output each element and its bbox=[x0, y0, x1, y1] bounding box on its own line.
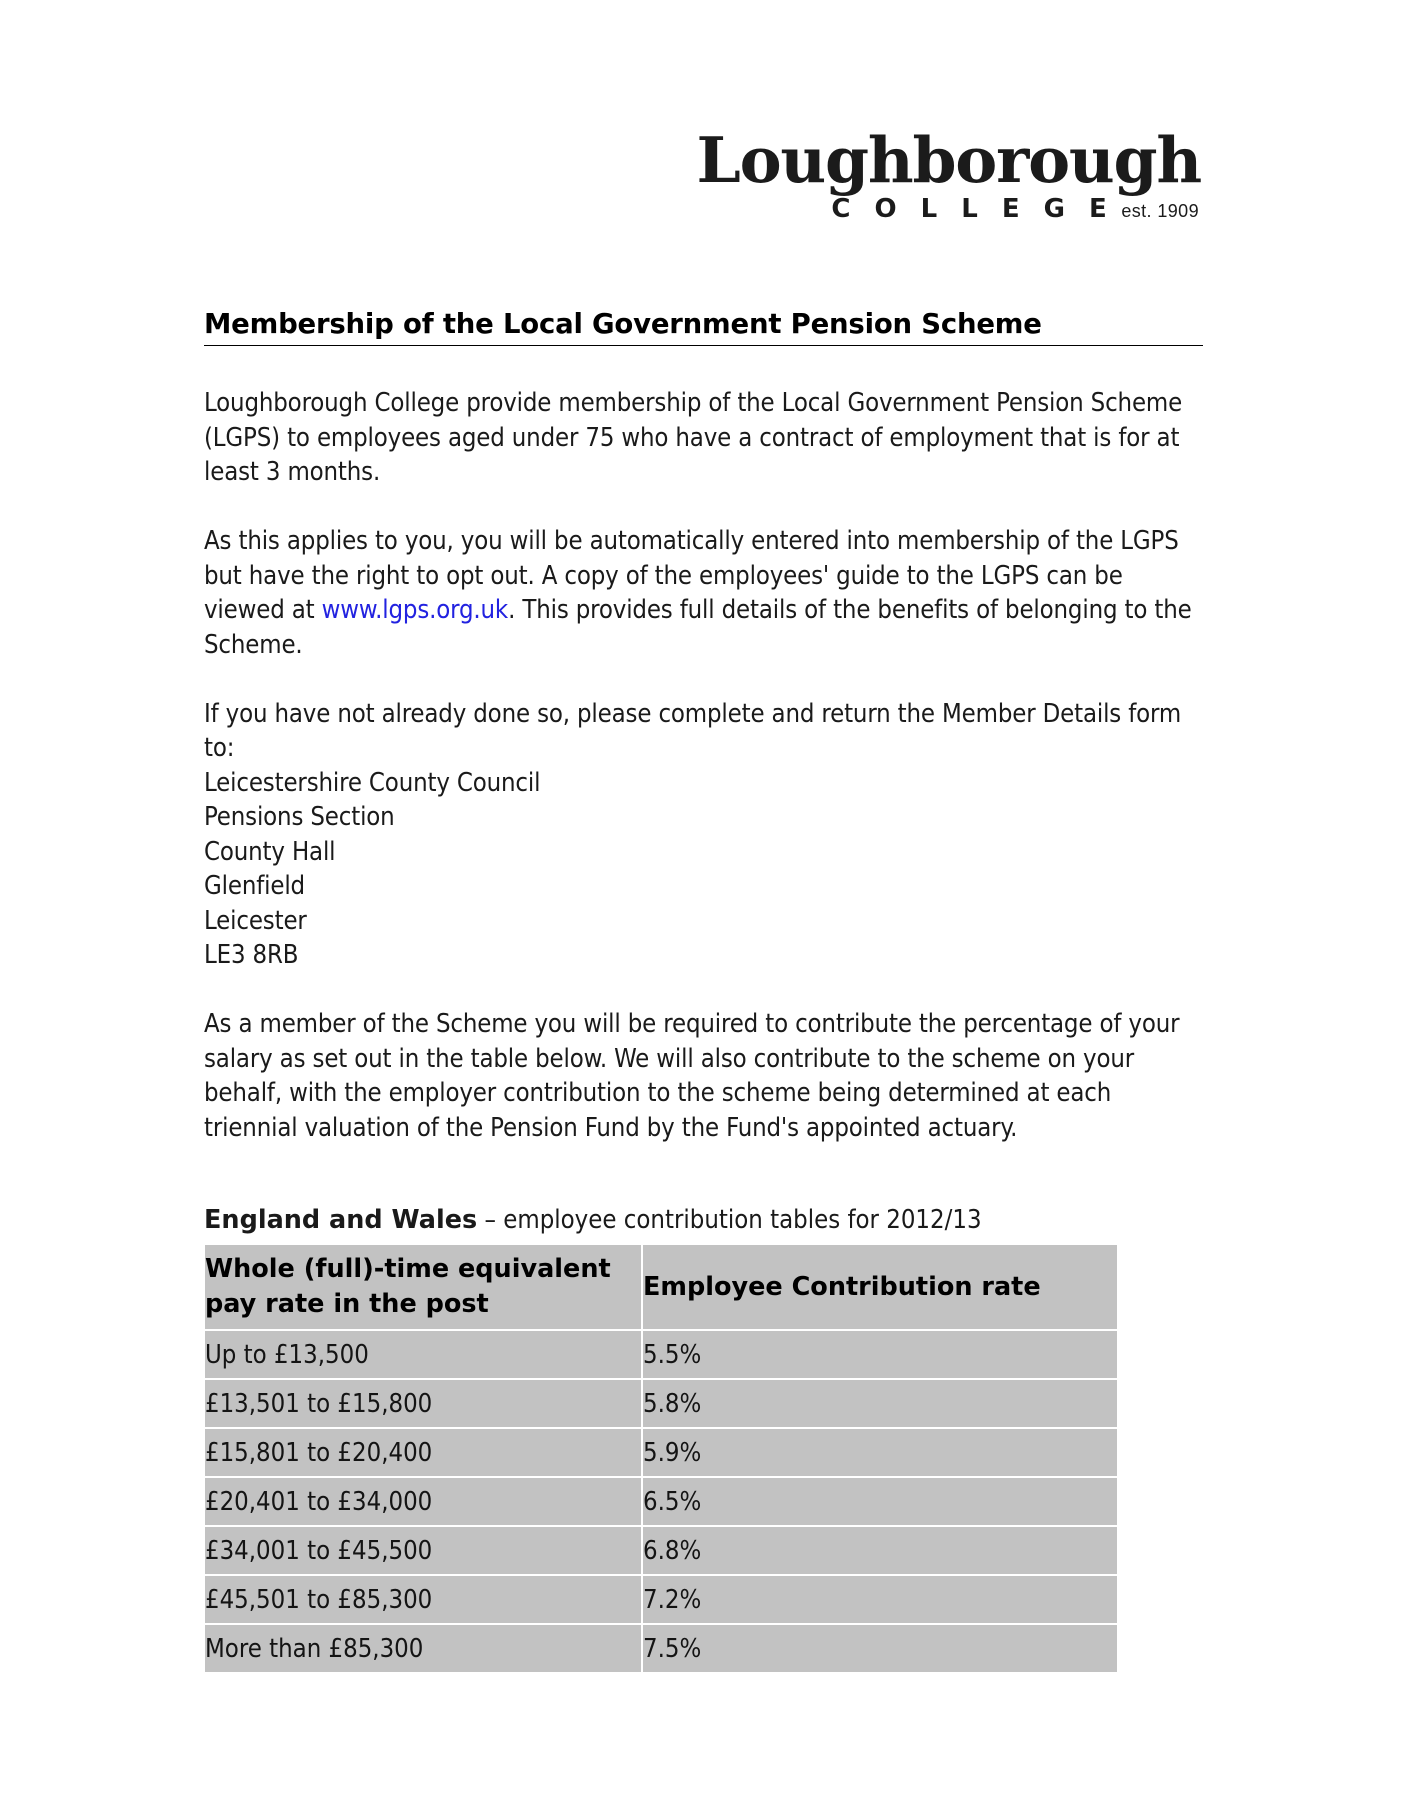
table-row bbox=[203, 1623, 1119, 1674]
paragraph-opt-out-part1: As this applies to you, you will be automatically entered into membership of the LGPS but have the right to opt out. A copy of the employees' guide to the LGPS can be viewed at bbox=[204, 526, 1179, 625]
address-line: County Hall bbox=[204, 836, 336, 867]
logo-wordmark: Loughborough bbox=[696, 123, 1201, 197]
college-logo bbox=[0, 123, 1203, 224]
lgps-website-link[interactable]: www.lgps.org.uk bbox=[321, 595, 509, 625]
cell-pay-band: More than £85,300 bbox=[203, 1623, 643, 1674]
page-title: Membership of the Local Government Pension Scheme bbox=[204, 308, 1042, 341]
paragraph-intro: Loughborough College provide membership of the Local Government Pension Scheme (LGPS) to employees aged under 75 who have a contract of employment that is for at least 3 months. bbox=[204, 388, 1183, 487]
logo-college-text: C O L L E G E bbox=[831, 194, 1115, 224]
table-row bbox=[203, 1476, 1119, 1525]
table-head bbox=[203, 1243, 1119, 1329]
column-header-pay-band: Whole (full)-time equivalent pay rate in the post bbox=[203, 1243, 643, 1329]
logo-subtitle bbox=[0, 194, 1203, 224]
cell-contribution-rate: 5.9% bbox=[643, 1427, 1119, 1476]
paragraph-member-details: If you have not already done so, please complete and return the Member Details form to: bbox=[204, 698, 1182, 763]
table-body bbox=[203, 1329, 1119, 1674]
document-body bbox=[204, 386, 1204, 1145]
table-row bbox=[203, 1427, 1119, 1476]
address-line: LE3 8RB bbox=[204, 940, 299, 970]
address-line: Leicester bbox=[204, 905, 307, 936]
paragraph-contributions: As a member of the Scheme you will be required to contribute the percentage of your salary as set out in the table below. We will also contribute to the scheme on your behalf, with the employer contribution to the scheme being determined at each triennial valuation of the Pension Fund by the Fund's appointed actuary. bbox=[204, 1009, 1180, 1143]
logo-established-text: est. 1909 bbox=[1121, 201, 1199, 221]
cell-contribution-rate: 6.8% bbox=[643, 1525, 1119, 1574]
cell-contribution-rate: 7.5% bbox=[643, 1623, 1119, 1674]
address-line: Glenfield bbox=[204, 871, 305, 901]
cell-pay-band: £45,501 to £85,300 bbox=[203, 1574, 643, 1623]
paragraph-opt-out bbox=[204, 524, 1204, 662]
cell-contribution-rate: 5.8% bbox=[643, 1378, 1119, 1427]
cell-pay-band: £13,501 to £15,800 bbox=[203, 1378, 643, 1427]
table-row bbox=[203, 1525, 1119, 1574]
table-caption bbox=[204, 1204, 1204, 1236]
cell-pay-band: £34,001 to £45,500 bbox=[203, 1525, 643, 1574]
column-header-contribution-rate: Employee Contribution rate bbox=[643, 1243, 1119, 1329]
title-divider bbox=[204, 345, 1203, 346]
spacer bbox=[204, 973, 1204, 1008]
cell-contribution-rate: 7.2% bbox=[643, 1574, 1119, 1623]
cell-pay-band: £15,801 to £20,400 bbox=[203, 1427, 643, 1476]
table-caption-region: England and Wales bbox=[204, 1205, 478, 1235]
table-row bbox=[203, 1329, 1119, 1378]
cell-contribution-rate: 6.5% bbox=[643, 1476, 1119, 1525]
table-caption-detail: – employee contribution tables for 2012/13 bbox=[477, 1205, 982, 1235]
address-line: Pensions Section bbox=[204, 802, 395, 832]
address-line: Leicestershire County Council bbox=[204, 767, 541, 798]
cell-contribution-rate: 5.5% bbox=[643, 1329, 1119, 1378]
cell-pay-band: £20,401 to £34,000 bbox=[203, 1476, 643, 1525]
postal-address bbox=[204, 766, 1204, 973]
paragraph-opt-out-part2: . This provides full details of the benefits of belonging to the Scheme. bbox=[204, 595, 1192, 660]
cell-pay-band: Up to £13,500 bbox=[203, 1329, 643, 1378]
table-row bbox=[203, 1574, 1119, 1623]
table-header-row bbox=[203, 1243, 1119, 1329]
contribution-rate-table bbox=[203, 1243, 1119, 1674]
table-row bbox=[203, 1378, 1119, 1427]
